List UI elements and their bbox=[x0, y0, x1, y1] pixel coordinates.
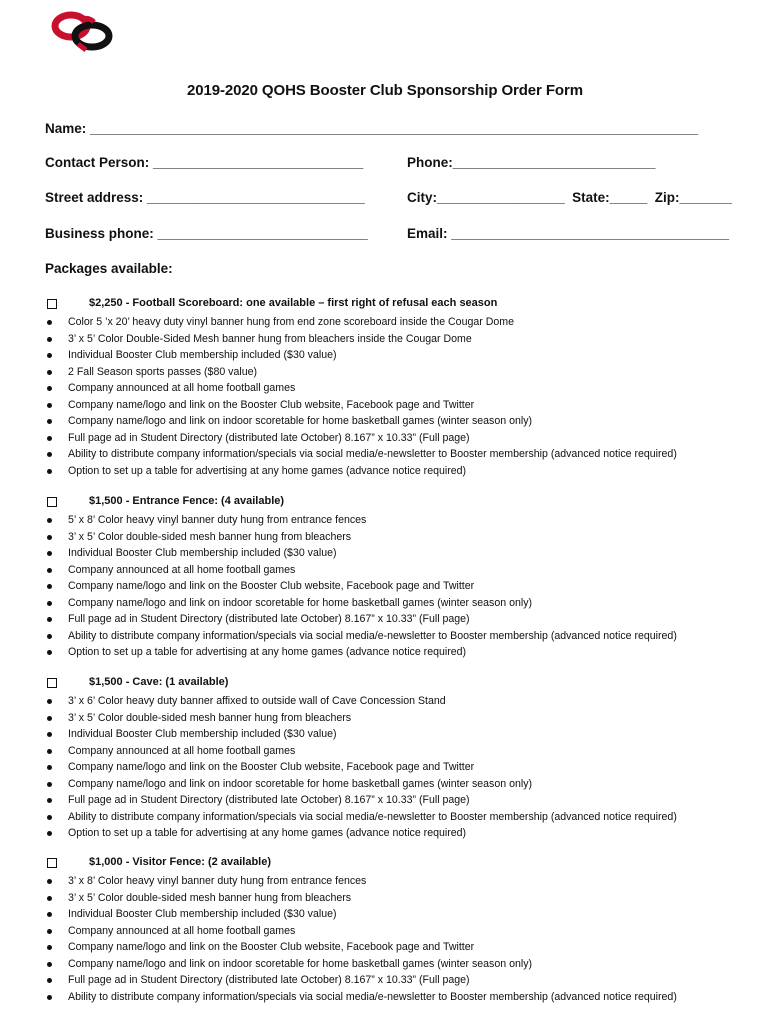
list-item: Individual Booster Club membership included ($30 value) bbox=[45, 545, 755, 562]
bullet-icon bbox=[47, 320, 52, 325]
list-item: 3’ x 8’ Color heavy vinyl banner duty hung from entrance fences bbox=[45, 873, 755, 890]
package-cave bbox=[45, 676, 755, 842]
city-state-zip-group bbox=[407, 190, 732, 205]
package-title: $1,500 - Cave: (1 available) bbox=[89, 676, 229, 688]
list-item: Full page ad in Student Directory (distributed late October) 8.167” x 10.33” (Full page) bbox=[45, 972, 755, 989]
list-item: Ability to distribute company information/specials via social media/e-newsletter to Booster membership (advanced notice required) bbox=[45, 628, 755, 645]
qo-logo-icon bbox=[50, 10, 114, 52]
bullet-icon bbox=[47, 337, 52, 342]
bullet-icon bbox=[47, 716, 52, 721]
list-item: Company name/logo and link on indoor scoretable for home basketball games (winter season only) bbox=[45, 413, 755, 430]
bullet-icon bbox=[47, 452, 52, 457]
list-item: Ability to distribute company information/specials via social media/e-newsletter to Booster membership (advanced notice required) bbox=[45, 809, 755, 826]
bullet-icon bbox=[47, 995, 52, 1000]
contact-person-field[interactable]: Contact Person: ____________________________ bbox=[45, 155, 364, 170]
page-title: 2019-2020 QOHS Booster Club Sponsorship Order Form bbox=[187, 82, 583, 99]
checkbox-icon[interactable] bbox=[47, 299, 57, 309]
list-item: Individual Booster Club membership included ($30 value) bbox=[45, 347, 755, 364]
bullet-icon bbox=[47, 945, 52, 950]
list-item: Company name/logo and link on the Booster Club website, Facebook page and Twitter bbox=[45, 759, 755, 776]
package-title: $2,250 - Football Scoreboard: one available – first right of refusal each season bbox=[89, 297, 498, 309]
bullet-icon bbox=[47, 962, 52, 967]
bullet-icon bbox=[47, 978, 52, 983]
email-field[interactable]: Email: _____________________________________ bbox=[407, 226, 730, 241]
list-item: 3’ x 5’ Color double-sided mesh banner hung from bleachers bbox=[45, 710, 755, 727]
business-phone-field[interactable]: Business phone: ____________________________ bbox=[45, 226, 368, 241]
street-address-field[interactable]: Street address: _____________________________ bbox=[45, 190, 365, 205]
list-item: Company announced at all home football games bbox=[45, 562, 755, 579]
bullet-icon bbox=[47, 535, 52, 540]
bullet-icon bbox=[47, 699, 52, 704]
list-item: Individual Booster Club membership included ($30 value) bbox=[45, 906, 755, 923]
list-item: Ability to distribute company information/specials via social media/e-newsletter to Booster membership (advanced notice required) bbox=[45, 446, 755, 463]
list-item: 3’ x 6’ Color heavy duty banner affixed to outside wall of Cave Concession Stand bbox=[45, 693, 755, 710]
bullet-icon bbox=[47, 551, 52, 556]
list-item: 2 Fall Season sports passes ($80 value) bbox=[45, 364, 755, 381]
checkbox-icon[interactable] bbox=[47, 678, 57, 688]
bullet-icon bbox=[47, 518, 52, 523]
list-item: Company name/logo and link on indoor scoretable for home basketball games (winter season only) bbox=[45, 595, 755, 612]
bullet-icon bbox=[47, 896, 52, 901]
bullet-icon bbox=[47, 831, 52, 836]
bullet-icon bbox=[47, 634, 52, 639]
name-field[interactable]: Name: _________________________________________________________________________________ bbox=[45, 121, 699, 136]
bullet-icon bbox=[47, 765, 52, 770]
bullet-icon bbox=[47, 798, 52, 803]
package-title: $1,000 - Visitor Fence: (2 available) bbox=[89, 856, 271, 868]
list-item: Company name/logo and link on indoor scoretable for home basketball games (winter season only) bbox=[45, 956, 755, 973]
list-item: 3’ x 5’ Color double-sided mesh banner hung from bleachers bbox=[45, 890, 755, 907]
state-field[interactable]: State:_____ bbox=[572, 190, 648, 205]
bullet-icon bbox=[47, 568, 52, 573]
package-items bbox=[45, 512, 755, 661]
bullet-icon bbox=[47, 815, 52, 820]
bullet-icon bbox=[47, 419, 52, 424]
list-item: 3’ x 5’ Color double-sided mesh banner hung from bleachers bbox=[45, 529, 755, 546]
list-item: Color 5 ’x 20’ heavy duty vinyl banner hung from end zone scoreboard inside the Cougar Dome bbox=[45, 314, 755, 331]
packages-heading: Packages available: bbox=[45, 261, 173, 276]
list-item: Option to set up a table for advertising at any home games (advance notice required) bbox=[45, 825, 755, 842]
bullet-icon bbox=[47, 912, 52, 917]
list-item: Company announced at all home football games bbox=[45, 923, 755, 940]
list-item: 3’ x 5’ Color Double-Sided Mesh banner hung from bleachers inside the Cougar Dome bbox=[45, 331, 755, 348]
list-item: Ability to distribute company information/specials via social media/e-newsletter to Booster membership (advanced notice required) bbox=[45, 989, 755, 1006]
checkbox-icon[interactable] bbox=[47, 497, 57, 507]
phone-field[interactable]: Phone:___________________________ bbox=[407, 155, 656, 170]
list-item: Company name/logo and link on the Booster Club website, Facebook page and Twitter bbox=[45, 939, 755, 956]
package-items bbox=[45, 314, 755, 479]
bullet-icon bbox=[47, 386, 52, 391]
checkbox-icon[interactable] bbox=[47, 858, 57, 868]
bullet-icon bbox=[47, 879, 52, 884]
bullet-icon bbox=[47, 601, 52, 606]
list-item: Company announced at all home football games bbox=[45, 743, 755, 760]
list-item: Company name/logo and link on the Booster Club website, Facebook page and Twitter bbox=[45, 397, 755, 414]
zip-field[interactable]: Zip:_______ bbox=[654, 190, 733, 205]
package-visitor-fence bbox=[45, 856, 755, 1005]
list-item: Option to set up a table for advertising at any home games (advance notice required) bbox=[45, 644, 755, 661]
list-item: Full page ad in Student Directory (distributed late October) 8.167” x 10.33” (Full page) bbox=[45, 611, 755, 628]
city-field[interactable]: City:_________________ bbox=[407, 190, 565, 205]
package-football-scoreboard bbox=[45, 297, 755, 479]
bullet-icon bbox=[47, 650, 52, 655]
list-item: Full page ad in Student Directory (distributed late October) 8.167” x 10.33” (Full page) bbox=[45, 430, 755, 447]
package-items bbox=[45, 873, 755, 1005]
list-item: Company name/logo and link on indoor scoretable for home basketball games (winter season only) bbox=[45, 776, 755, 793]
package-entrance-fence bbox=[45, 495, 755, 661]
bullet-icon bbox=[47, 732, 52, 737]
bullet-icon bbox=[47, 782, 52, 787]
bullet-icon bbox=[47, 617, 52, 622]
bullet-icon bbox=[47, 749, 52, 754]
bullet-icon bbox=[47, 403, 52, 408]
bullet-icon bbox=[47, 469, 52, 474]
bullet-icon bbox=[47, 584, 52, 589]
bullet-icon bbox=[47, 436, 52, 441]
list-item: Company name/logo and link on the Booster Club website, Facebook page and Twitter bbox=[45, 578, 755, 595]
package-title: $1,500 - Entrance Fence: (4 available) bbox=[89, 495, 285, 507]
list-item: Company announced at all home football games bbox=[45, 380, 755, 397]
bullet-icon bbox=[47, 370, 52, 375]
list-item: Option to set up a table for advertising at any home games (advance notice required) bbox=[45, 463, 755, 480]
list-item: Full page ad in Student Directory (distributed late October) 8.167” x 10.33” (Full page) bbox=[45, 792, 755, 809]
list-item: 5’ x 8’ Color heavy vinyl banner duty hung from entrance fences bbox=[45, 512, 755, 529]
package-items bbox=[45, 693, 755, 842]
list-item: Individual Booster Club membership included ($30 value) bbox=[45, 726, 755, 743]
bullet-icon bbox=[47, 929, 52, 934]
bullet-icon bbox=[47, 353, 52, 358]
